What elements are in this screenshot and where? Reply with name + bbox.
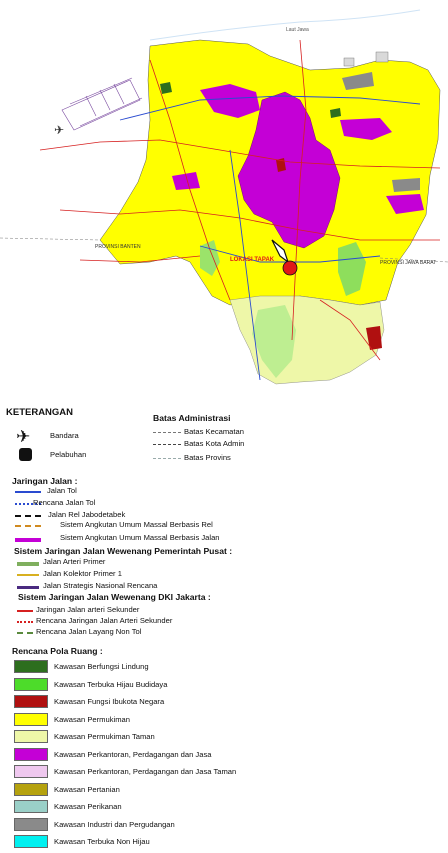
zone-swatch — [14, 800, 48, 813]
arterial-secondary-line — [17, 610, 33, 612]
zone-label: Kawasan Permukiman Taman — [54, 732, 155, 741]
rail-line — [15, 515, 41, 517]
zone-swatch — [14, 783, 48, 796]
legend-batas-title: Batas Administrasi — [153, 413, 231, 423]
legend-jalan-tol: Jalan Tol — [47, 486, 77, 495]
zone-swatch — [14, 765, 48, 778]
zone-label: Kawasan Terbuka Non Hijau — [54, 837, 150, 846]
zone-label: Kawasan Berfungsi Lindung — [54, 662, 149, 671]
legend-kolektor-primer: Jalan Kolektor Primer 1 — [43, 569, 122, 578]
batas-provinsi-line — [153, 458, 181, 459]
legend-dki-title: Sistem Jaringan Jalan Wewenang DKI Jakarta : — [18, 592, 211, 602]
legend-arteri-sekunder: Jaringan Jalan arteri Sekunder — [36, 605, 140, 614]
map-legend — [0, 400, 448, 853]
legend-title: KETERANGAN — [6, 407, 74, 418]
rail-transit-line — [15, 525, 41, 527]
port-block — [344, 58, 354, 66]
legend-jaringan-title: Jaringan Jalan : — [12, 476, 78, 486]
jakarta-spatial-plan-map — [0, 0, 448, 395]
flyover-line — [17, 632, 33, 634]
zone-label: Kawasan Perkantoran, Perdagangan dan Jasa Taman — [54, 767, 237, 776]
planned-arterial-line — [17, 621, 33, 623]
legend-pola-title: Rencana Pola Ruang : — [12, 646, 103, 656]
zone-label: Kawasan Perkantoran, Perdagangan dan Jasa — [54, 749, 212, 759]
legend-bandara: Bandara — [50, 431, 79, 440]
legend-pusat-title: Sistem Jaringan Jalan Wewenang Pemerintah Pusat : — [14, 546, 233, 556]
zone-label: Kawasan Pertanian — [54, 784, 120, 794]
legend-angkutan-jalan: Sistem Angkutan Umum Massal Berbasis Jalan — [60, 533, 220, 542]
zone-label: Kawasan Permukiman — [54, 714, 130, 724]
airport-icon: ✈ — [16, 427, 31, 446]
legend-rencana-arteri: Rencana Jaringan Jalan Arteri Sekunder — [36, 616, 173, 625]
zone-swatch — [14, 660, 48, 673]
strategic-road-line — [17, 586, 39, 589]
collector-primary-line — [17, 574, 39, 576]
province-jabar-label: PROVINSI JAWA BARAT — [380, 260, 437, 266]
sea-label: Laut Jawa — [286, 27, 309, 33]
zone-swatch — [14, 835, 48, 848]
zone-swatch — [14, 678, 48, 691]
zone-label: Kawasan Industri dan Pergudangan — [54, 819, 175, 829]
batas-kota-line — [153, 444, 181, 445]
legend-pelabuhan: Pelabuhan — [50, 450, 87, 459]
province-banten-label: PROVINSI BANTEN — [95, 244, 141, 250]
zone-label: Kawasan Fungsi Ibukota Negara — [54, 697, 165, 706]
legend-batas-kota: Batas Kota Admin — [184, 439, 245, 448]
legend-jalan-rel: Jalan Rel Jabodetabek — [48, 510, 126, 519]
airport-icon: ✈ — [54, 123, 65, 137]
legend-arteri-primer: Jalan Arteri Primer — [43, 557, 106, 566]
port-block — [376, 52, 388, 62]
zone-swatch — [14, 748, 48, 761]
legend-angkutan-rel: Sistem Angkutan Umum Massal Berbasis Rel — [60, 520, 213, 529]
bus-transit-line — [15, 538, 41, 542]
batas-kecamatan-line — [153, 432, 181, 433]
legend-layang: Rencana Jalan Layang Non Tol — [36, 627, 142, 636]
legend-rencana-tol: Rencana Jalan Tol — [33, 498, 96, 507]
legend-batas-kecamatan: Batas Kecamatan — [184, 427, 244, 436]
zone-swatch — [14, 818, 48, 831]
zone-swatch — [14, 695, 48, 708]
zone-label: Kawasan Perikanan — [54, 802, 122, 811]
harbor-icon — [19, 448, 32, 461]
zone-swatch — [14, 730, 48, 743]
toll-line — [15, 491, 41, 493]
zone-swatch — [14, 713, 48, 726]
legend-strategis: Jalan Strategis Nasional Rencana — [43, 581, 158, 590]
zone-label: Kawasan Terbuka Hijau Budidaya — [54, 679, 168, 689]
legend-batas-provinsi: Batas Provins — [184, 453, 231, 462]
site-label: LOKASI TAPAK — [230, 257, 275, 263]
arterial-primary-line — [17, 562, 39, 566]
